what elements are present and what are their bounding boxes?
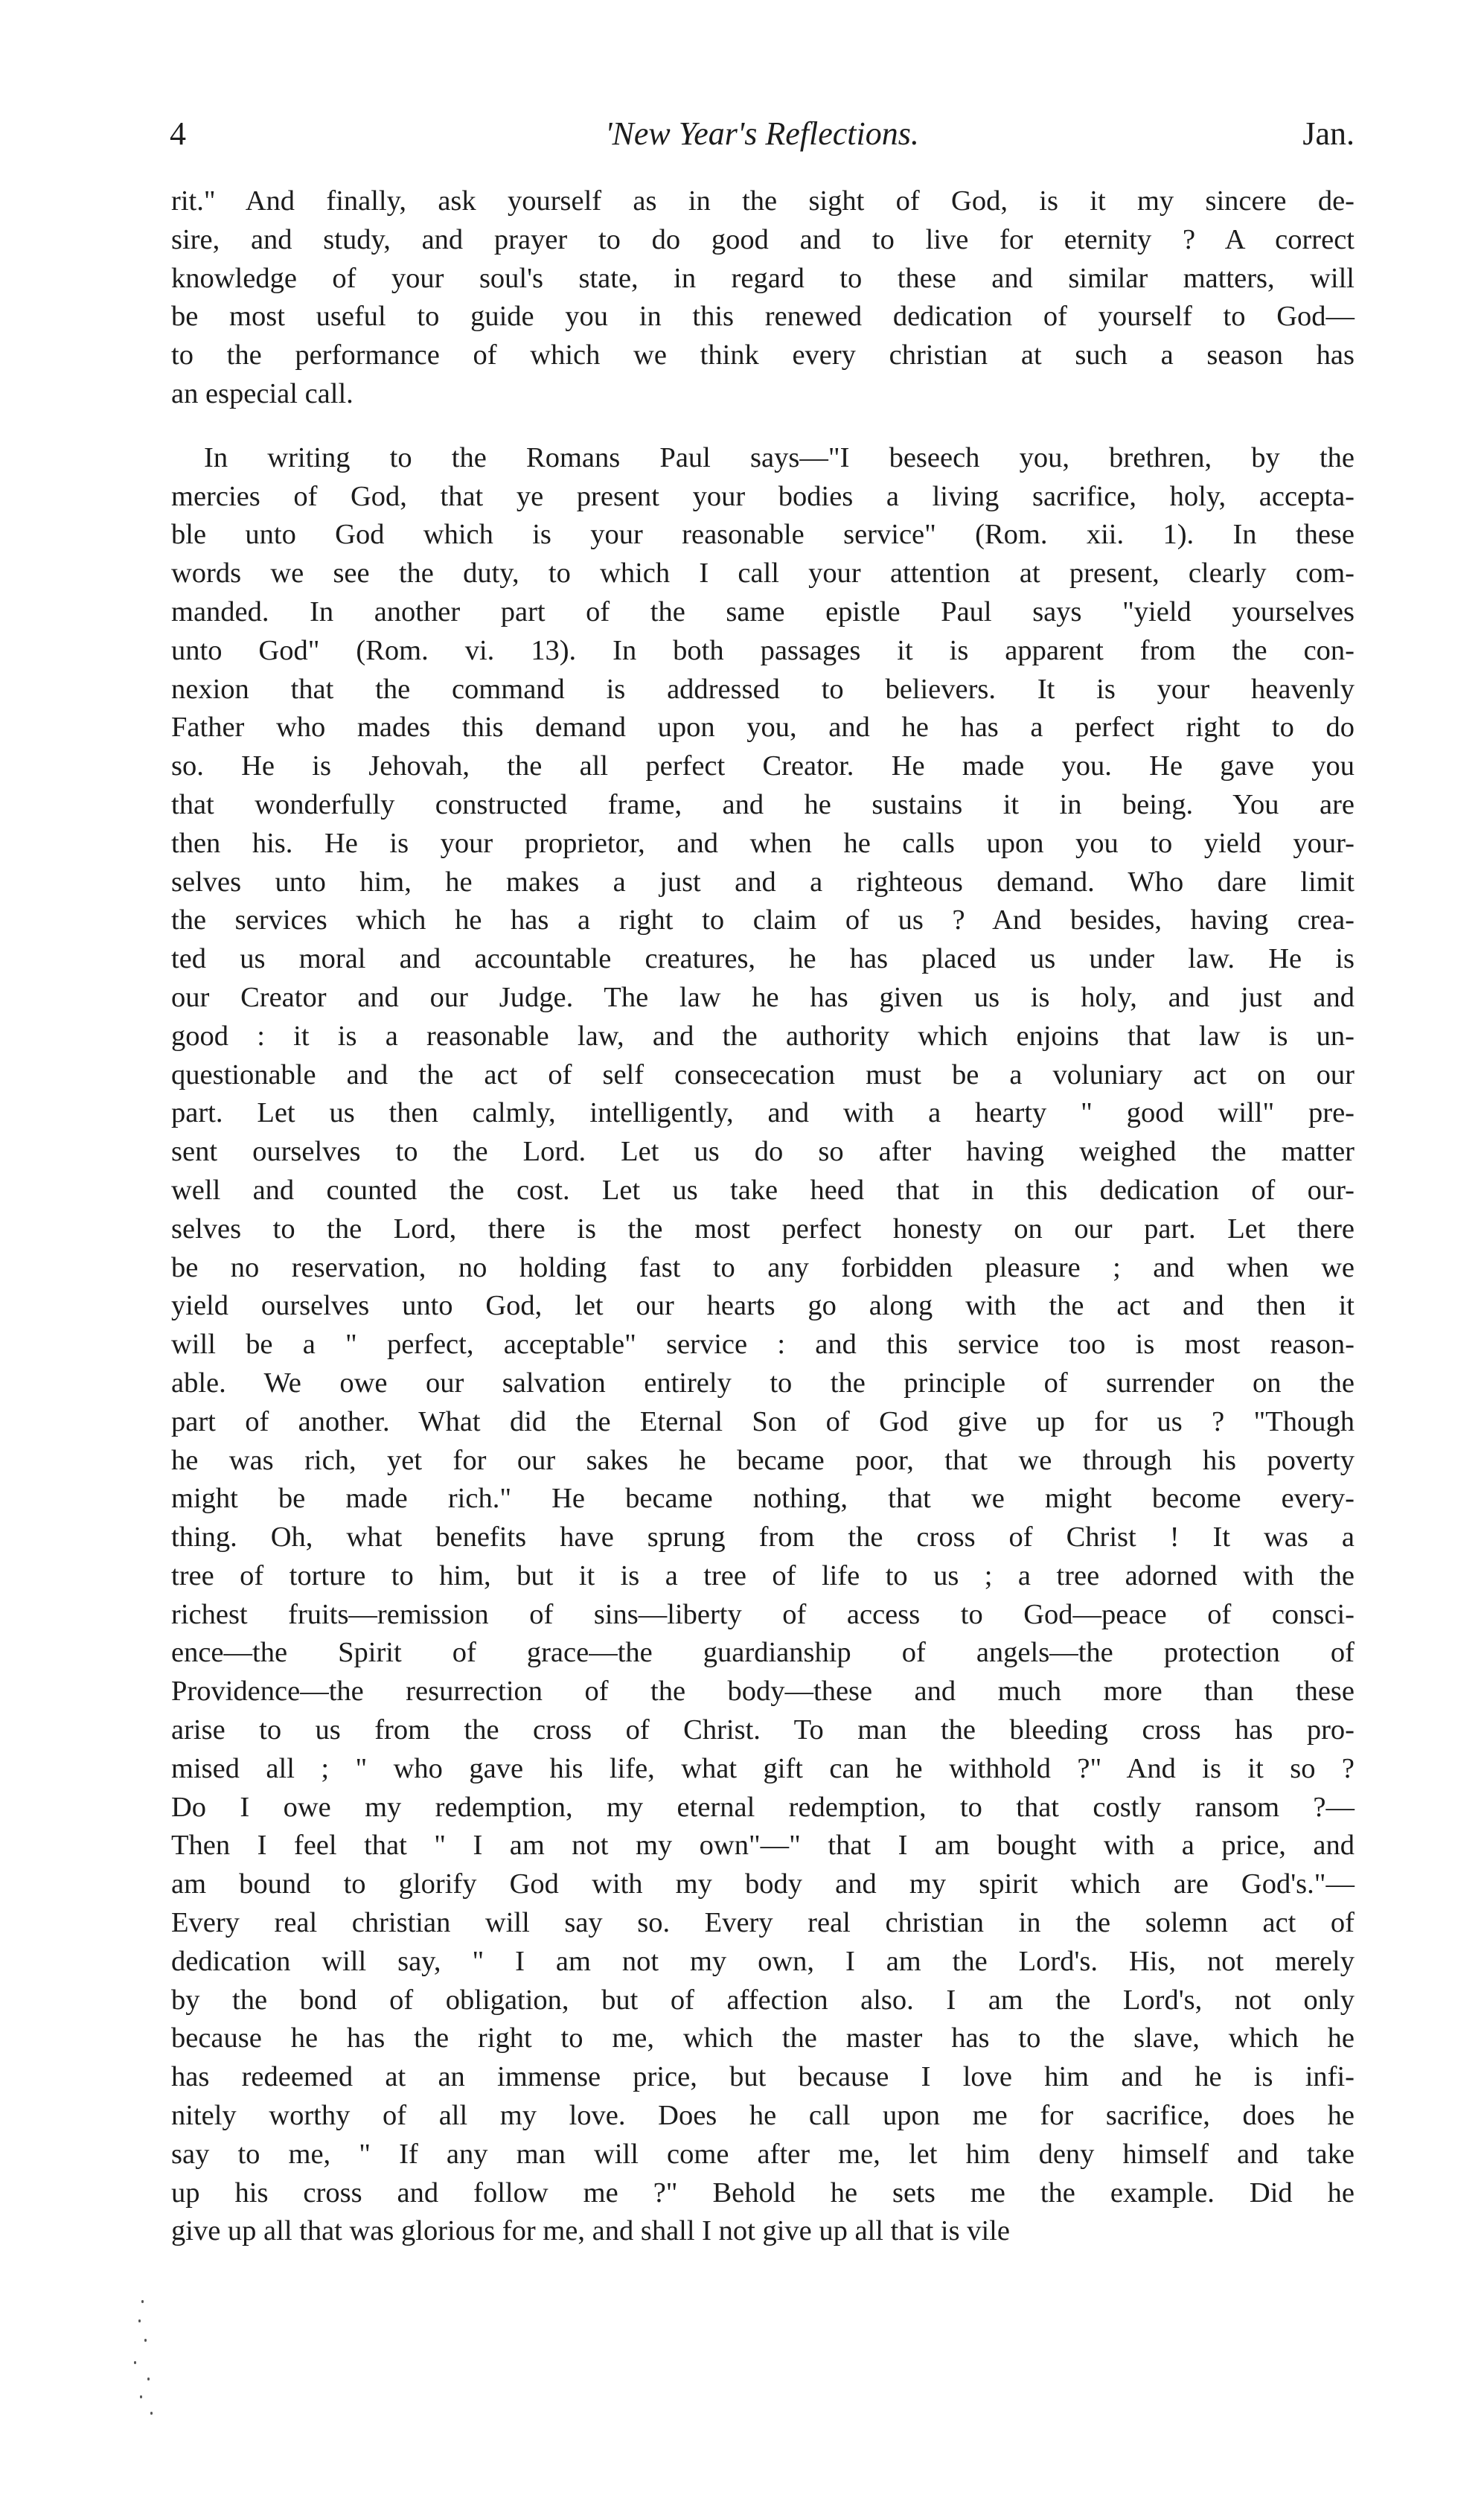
text-line: able. We owe our salvation entirely to the principle of surrender on the	[171, 1367, 1355, 1399]
text-line: then his. He is your proprietor, and when he calls upon you to yield your-	[171, 827, 1355, 859]
text-line: ted us moral and accountable creatures, he has placed us under law. He is	[171, 943, 1355, 975]
running-title: 'New Year's Reflections.	[605, 115, 919, 152]
text-line: that wonderfully constructed frame, and he sustains it in being. You are	[171, 788, 1355, 820]
text-line: up his cross and follow me ?" Behold he sets me the example. Did he	[171, 2177, 1355, 2209]
text-line: questionable and the act of self consececation must be a voluniary act on our	[171, 1058, 1355, 1090]
text-line: manded. In another part of the same epistle Paul says "yield yourselves	[171, 595, 1355, 628]
text-line: Providence—the resurrection of the body—these and much more than these	[171, 1676, 1355, 1708]
text-line: tree of torture to him, but it is a tree of life to us ; a tree adorned with the	[171, 1559, 1355, 1591]
text-line: has redeemed at an immense price, but because I love him and he is infi-	[171, 2061, 1355, 2093]
page-header	[170, 112, 1355, 164]
text-line: thing. Oh, what benefits have sprung from the cross of Christ ! It was a	[171, 1521, 1355, 1553]
text-line: part of another. What did the Eternal Son of God give up for us ? "Though	[171, 1405, 1355, 1437]
text-line: the services which he has a right to claim of us ? And besides, having crea-	[171, 904, 1355, 936]
page-number: 4	[170, 115, 186, 152]
text-line: be no reservation, no holding fast to any forbidden pleasure ; and when we	[171, 1251, 1355, 1283]
text-line: In writing to the Romans Paul says—"I beseech you, brethren, by the	[204, 441, 1355, 473]
text-line: rit." And finally, ask yourself as in the sight of God, is it my sincere de-	[171, 185, 1355, 217]
body-text	[171, 182, 1355, 2251]
text-line: dedication will say, " I am not my own, I am the Lord's. His, not merely	[171, 1945, 1355, 1977]
text-line: yield ourselves unto God, let our hearts go along with the act and then it	[171, 1290, 1355, 1322]
text-line: mercies of God, that ye present your bodies a living sacrifice, holy, accepta-	[171, 480, 1355, 512]
text-line: selves unto him, he makes a just and a righteous demand. Who dare limit	[171, 866, 1355, 898]
text-line: he was rich, yet for our sakes he became poor, that we through his poverty	[171, 1444, 1355, 1476]
text-line: unto God" (Rom. vi. 13). In both passages it is apparent from the con-	[171, 634, 1355, 666]
text-line: arise to us from the cross of Christ. To man the bleeding cross has pro-	[171, 1714, 1355, 1746]
text-line: be most useful to guide you in this renewed dedication of yourself to God—	[171, 301, 1355, 333]
paragraph-gap	[171, 414, 1355, 439]
text-line: give up all that was glorious for me, and shall I not give up all that is vile	[171, 2215, 1010, 2247]
text-line: so. He is Jehovah, the all perfect Creator. He made you. He gave you	[171, 750, 1355, 782]
text-line: ble unto God which is your reasonable service" (Rom. xii. 1). In these	[171, 519, 1355, 551]
text-line: say to me, " If any man will come after me, let him deny himself and take	[171, 2138, 1355, 2170]
paragraph	[171, 439, 1355, 2251]
text-line: an especial call.	[171, 377, 354, 409]
text-line: richest fruits—remission of sins—liberty of access to God—peace of consci-	[171, 1598, 1355, 1630]
text-line: words we see the duty, to which I call your attention at present, clearly com-	[171, 558, 1355, 590]
text-line: by the bond of obligation, but of affection also. I am the Lord's, not only	[171, 1984, 1355, 2016]
text-line: nexion that the command is addressed to believers. It is your heavenly	[171, 673, 1355, 705]
text-line: to the performance of which we think every christian at such a season has	[171, 339, 1355, 371]
text-line: ence—the Spirit of grace—the guardianship of angels—the protection of	[171, 1637, 1355, 1669]
text-line: am bound to glorify God with my body and my spirit which are God's."—	[171, 1868, 1355, 1900]
text-line: sire, and study, and prayer to do good and to live for eternity ? A correct	[171, 223, 1355, 255]
text-line: Father who mades this demand upon you, and he has a perfect right to do	[171, 712, 1355, 744]
header-month: Jan.	[1302, 115, 1355, 152]
text-line: part. Let us then calmly, intelligently, and with a hearty " good will" pre-	[171, 1097, 1355, 1129]
paragraph	[171, 182, 1355, 414]
text-line: knowledge of your soul's state, in regard to these and similar matters, will	[171, 262, 1355, 294]
text-line: sent ourselves to the Lord. Let us do so after having weighed the matter	[171, 1136, 1355, 1168]
text-line: mised all ; " who gave his life, what gift can he withhold ?" And is it so ?	[171, 1752, 1355, 1784]
text-line: our Creator and our Judge. The law he has given us is holy, and just and	[171, 981, 1355, 1013]
text-line: nitely worthy of all my love. Does he call upon me for sacrifice, does he	[171, 2100, 1355, 2132]
text-line: might be made rich." He became nothing, that we might become every-	[171, 1483, 1355, 1515]
text-line: good : it is a reasonable law, and the authority which enjoins that law is un-	[171, 1020, 1355, 1052]
text-line: Every real christian will say so. Every real christian in the solemn act of	[171, 1907, 1355, 1939]
text-line: because he has the right to me, which the master has to the slave, which he	[171, 2022, 1355, 2054]
text-line: well and counted the cost. Let us take heed that in this dedication of our-	[171, 1174, 1355, 1206]
text-line: Do I owe my redemption, my eternal redemption, to that costly ransom ?—	[171, 1791, 1355, 1823]
text-line: selves to the Lord, there is the most perfect honesty on our part. Let there	[171, 1213, 1355, 1245]
text-line: will be a " perfect, acceptable" service : and this service too is most reason-	[171, 1329, 1355, 1361]
text-line: Then I feel that " I am not my own"—" that I am bought with a price, and	[171, 1830, 1355, 1862]
